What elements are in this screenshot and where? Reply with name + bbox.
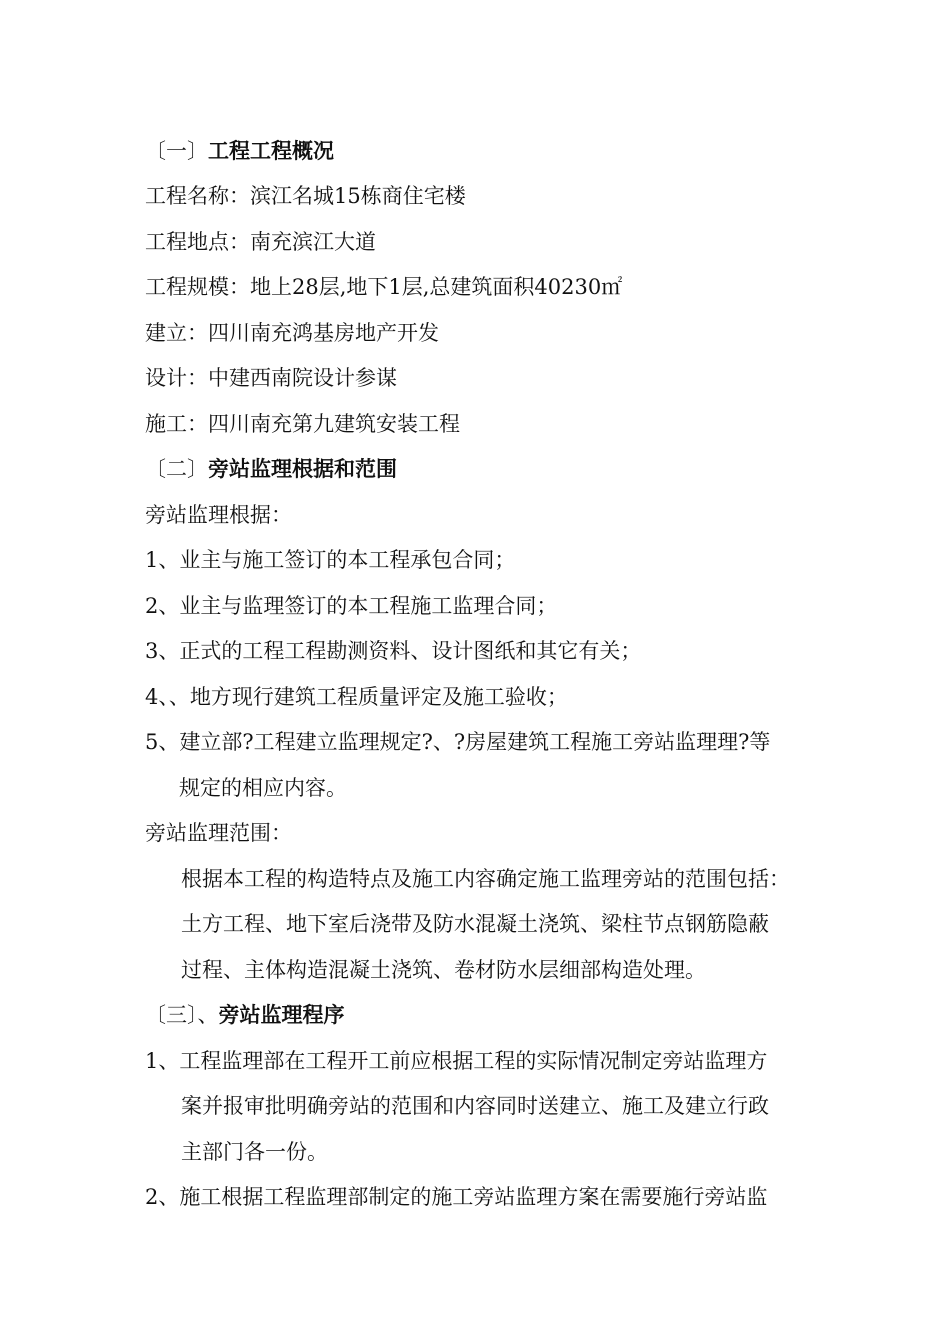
scope-line-1: 根据本工程的构造特点及施工内容确定施工监理旁站的范围包括： — [181, 867, 790, 891]
basis-item-2: 2、业主与监理签订的本工程施工监理合同； — [145, 594, 558, 618]
section-heading-3 — [145, 1000, 345, 1030]
section-heading-1 — [145, 136, 334, 166]
scope-line-2: 土方工程、地下室后浇带及防水混凝土浇筑、梁柱节点钢筋隐蔽 — [181, 912, 769, 936]
procedure-item-2: 2、施工根据工程监理部制定的施工旁站监理方案在需要施行旁站监 — [145, 1185, 768, 1209]
basis-item-4: 4、、地方现行建筑工程质量评定及施工验收； — [145, 685, 568, 709]
project-scale-line: 工程规模：地上28层,地下1层,总建筑面积40230㎡ — [145, 275, 623, 299]
basis-item-1: 1、业主与施工签订的本工程承包合同； — [145, 548, 516, 572]
design-line: 设计：中建西南院设计参谋 — [145, 366, 397, 390]
section-heading-2 — [145, 454, 397, 484]
scope-line-3: 过程、主体构造混凝土浇筑、卷材防水层细部构造处理。 — [181, 958, 706, 982]
section-title: 旁站监理程序 — [218, 1002, 345, 1027]
construction-line: 施工：四川南充第九建筑安装工程 — [145, 412, 460, 436]
basis-item-5-continued: 规定的相应内容。 — [179, 776, 347, 800]
basis-label: 旁站监理根据： — [145, 503, 292, 527]
section-number: 〔一〕 — [145, 139, 208, 163]
project-name-line: 工程名称：滨江名城15栋商住宅楼 — [145, 184, 466, 208]
basis-item-5: 5、建立部?工程建立监理规定?、?房屋建筑工程施工旁站监理理?等 — [145, 730, 771, 754]
section-title: 工程工程概况 — [208, 138, 334, 163]
section-number: 〔二〕 — [145, 457, 208, 481]
basis-item-3: 3、正式的工程工程勘测资料、设计图纸和其它有关； — [145, 639, 642, 663]
project-location-line: 工程地点：南充滨江大道 — [145, 230, 376, 254]
scope-label: 旁站监理范围： — [145, 821, 292, 845]
procedure-item-1: 1、工程监理部在工程开工前应根据工程的实际情况制定旁站监理方 — [145, 1049, 768, 1073]
procedure-item-1-line-2: 案并报审批明确旁站的范围和内容同时送建立、施工及建立行政 — [181, 1094, 769, 1118]
developer-line: 建立：四川南充鸿基房地产开发 — [145, 321, 439, 345]
section-number: 〔三〕、 — [145, 1003, 219, 1027]
section-title: 旁站监理根据和范围 — [208, 456, 397, 481]
procedure-item-1-line-3: 主部门各一份。 — [181, 1140, 328, 1164]
